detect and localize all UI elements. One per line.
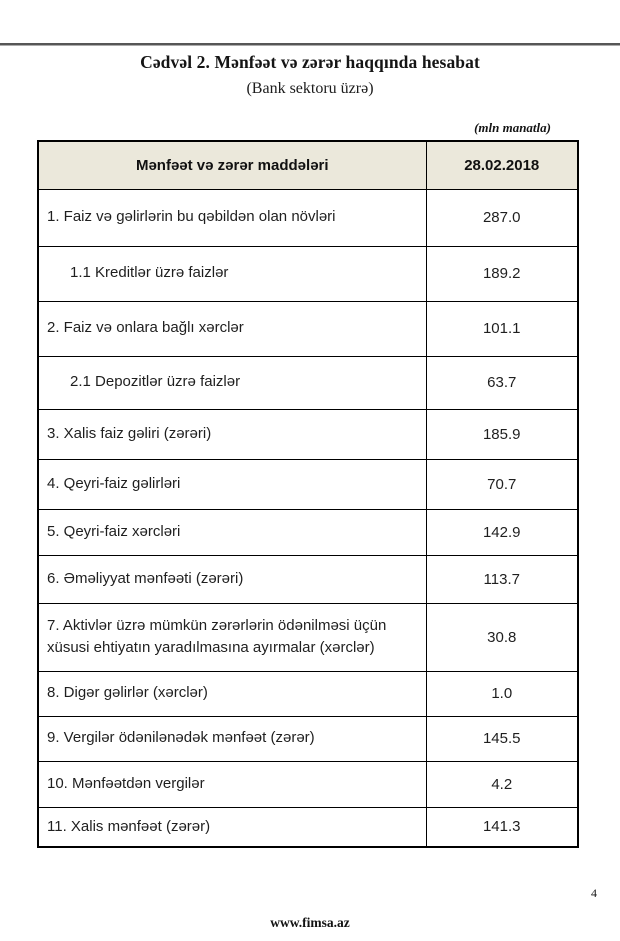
row-label: 1.1 Kreditlər üzrə faizlər (38, 246, 426, 301)
table-header-row (38, 141, 578, 189)
row-value: 142.9 (426, 509, 578, 555)
row-value: 287.0 (426, 189, 578, 246)
row-label: 7. Aktivlər üzrə mümkün zərərlərin ödənilməsi üçün xüsusi ehtiyatın yaradılmasına ayırmalar (xərclər) (38, 603, 426, 671)
row-value: 145.5 (426, 716, 578, 761)
table-row (38, 555, 578, 603)
row-label: 10. Mənfəətdən vergilər (38, 761, 426, 807)
row-value: 70.7 (426, 459, 578, 509)
row-label: 11. Xalis mənfəət (zərər) (38, 807, 426, 847)
row-label: 2. Faiz və onlara bağlı xərclər (38, 301, 426, 356)
profit-loss-table (37, 140, 579, 848)
header-rule-divider (0, 43, 620, 46)
column-header-items: Mənfəət və zərər maddələri (38, 141, 426, 189)
row-value: 63.7 (426, 356, 578, 409)
row-value: 113.7 (426, 555, 578, 603)
row-value: 141.3 (426, 807, 578, 847)
row-value: 30.8 (426, 603, 578, 671)
row-label: 9. Vergilər ödənilənədək mənfəət (zərər) (38, 716, 426, 761)
row-label: 2.1 Depozitlər üzrə faizlər (38, 356, 426, 409)
table-row (38, 301, 578, 356)
row-value: 101.1 (426, 301, 578, 356)
table-row (38, 807, 578, 847)
page-number: 4 (591, 886, 597, 900)
table-row (38, 761, 578, 807)
page-title: Cədvəl 2. Mənfəət və zərər haqqında hesabat (140, 52, 480, 72)
row-value: 185.9 (426, 409, 578, 459)
row-label: 3. Xalis faiz gəliri (zərəri) (38, 409, 426, 459)
table-row (38, 409, 578, 459)
page-subtitle: (Bank sektoru üzrə) (246, 80, 374, 97)
row-value: 4.2 (426, 761, 578, 807)
row-label: 8. Digər gəlirlər (xərclər) (38, 671, 426, 716)
table-row (38, 603, 578, 671)
row-value: 189.2 (426, 246, 578, 301)
row-label: 1. Faiz və gəlirlərin bu qəbildən olan növləri (38, 189, 426, 246)
footer-url: www.fimsa.az (270, 915, 350, 930)
row-label: 6. Əməliyyat mənfəəti (zərəri) (38, 555, 426, 603)
unit-note: (mln manatla) (474, 120, 551, 135)
table-row (38, 716, 578, 761)
table-row (38, 356, 578, 409)
table-row (38, 246, 578, 301)
table-row (38, 189, 578, 246)
column-header-date: 28.02.2018 (426, 141, 578, 189)
row-value: 1.0 (426, 671, 578, 716)
row-label: 4. Qeyri-faiz gəlirləri (38, 459, 426, 509)
table-row (38, 459, 578, 509)
row-label: 5. Qeyri-faiz xərcləri (38, 509, 426, 555)
table-row (38, 509, 578, 555)
table-row (38, 671, 578, 716)
